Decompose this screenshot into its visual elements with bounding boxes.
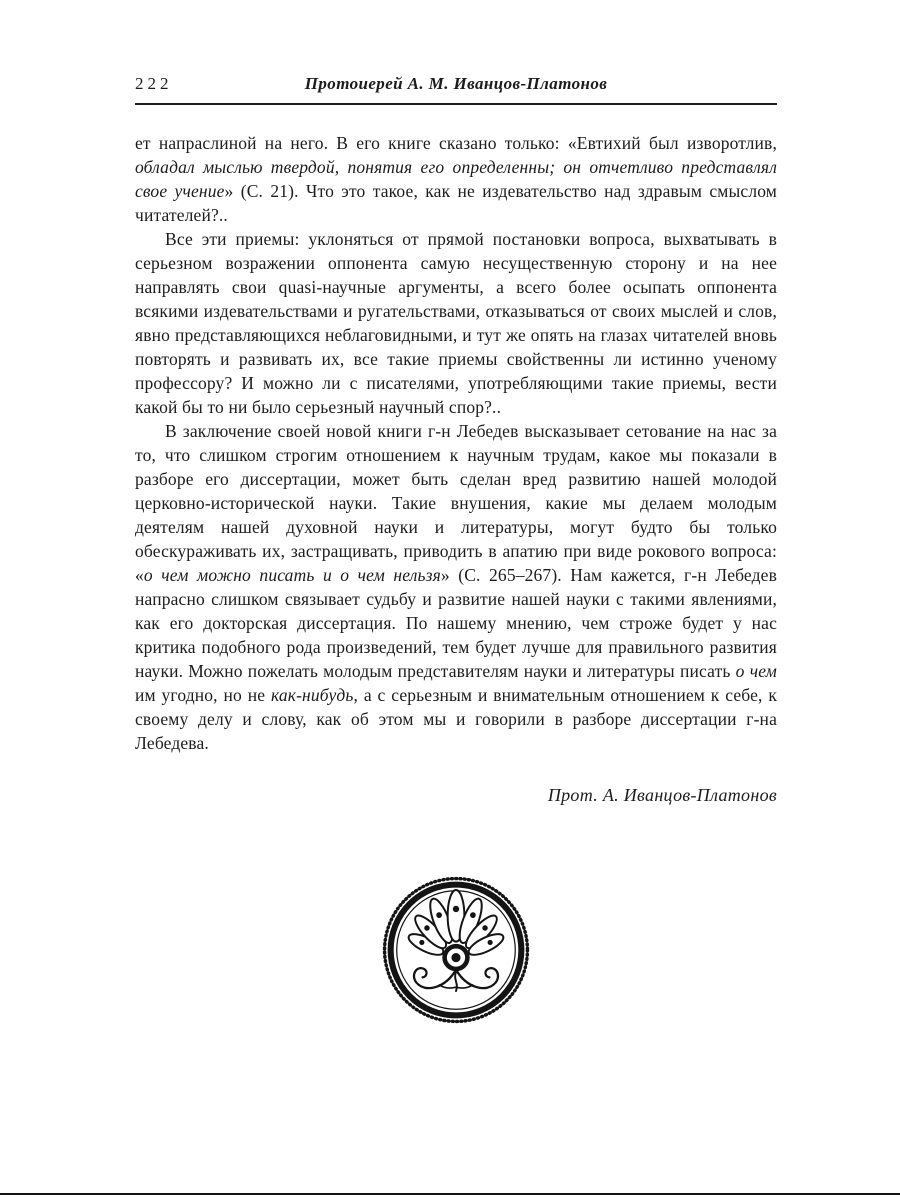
italic-text-run: о чем <box>735 661 777 681</box>
paragraph <box>135 131 777 227</box>
text-run: В заключение своей новой книги г-н Лебедев высказывает сетование на нас за то, что слишком строгим отношением к научным трудам, какое мы показали в разборе его диссертации, может быть сделан вред развитию нашей молодой церковно-исторической науки. Такие внушения, какие мы делаем молодым деятелям нашей духовной науки и литературы, могут будто бы только обескураживать их, застращивать, приводить в апатию при виде рокового вопроса: « <box>135 421 777 585</box>
text-run: им угодно, но не <box>135 685 271 705</box>
page-bottom-rule <box>0 1193 900 1195</box>
text-run: » (С. 21). Что это такое, как не издевательство над здравым смыслом читателей?.. <box>135 181 777 225</box>
text-block <box>135 74 777 1031</box>
text-run: Все эти приемы: уклоняться от прямой постановки вопроса, выхватывать в серьезном возражении оппонента самую несущественную сторону и на нее направлять свои quasi-научные аргументы, а всего более осыпать оппонента всякими издевательствами и ругательствами, отказываться от своих мыслей и слов, явно представляющихся неблаговидными, и тут же опять на глазах читателей вновь повторять и развивать их, все такие приемы свойственны ли истинно ученому профессору? И можно ли с писателями, употребляющими такие приемы, вести какой бы то ни было серьезный научный спор?.. <box>135 229 777 417</box>
italic-text-run: обладал мыслью твердой, понятия его определенны; он отчетливо представлял свое учение <box>135 157 777 201</box>
paragraph <box>135 419 777 755</box>
rosette-ornament-icon <box>380 874 532 1026</box>
italic-text-run: о чем можно писать и о чем нельзя <box>143 565 441 585</box>
italic-text-run: как-нибудь <box>270 685 354 705</box>
text-run: , а с серьезным и внимательным отношением к себе, к своему делу и слову, как об этом мы и говорили в разборе диссертации г-на Лебедева. <box>135 685 778 753</box>
ornament-container <box>135 874 777 1031</box>
header-rule <box>135 103 777 105</box>
text-run: ет напраслиной на него. В его книге сказано только: «Евтихий был изворотлив, <box>135 133 777 153</box>
page-number: 222 <box>135 74 173 93</box>
running-head <box>135 74 777 98</box>
paragraph <box>135 227 777 419</box>
text-run: » (С. 265–267). Нам кажется, г-н Лебедев напрасно слишком связывает судьбу и развитие нашей науки с такими явлениями, как его докторская диссертация. По нашему мнению, чем строже будет у нас критика подобного рода произведений, тем будет лучше для правильного развития науки. Можно пожелать молодым представителям науки и литературы писать <box>135 565 778 681</box>
author-signature: Прот. А. Иванцов-Платонов <box>547 785 777 805</box>
body-text <box>135 131 777 755</box>
running-title: Протоиерей А. М. Иванцов-Платонов <box>304 74 608 93</box>
